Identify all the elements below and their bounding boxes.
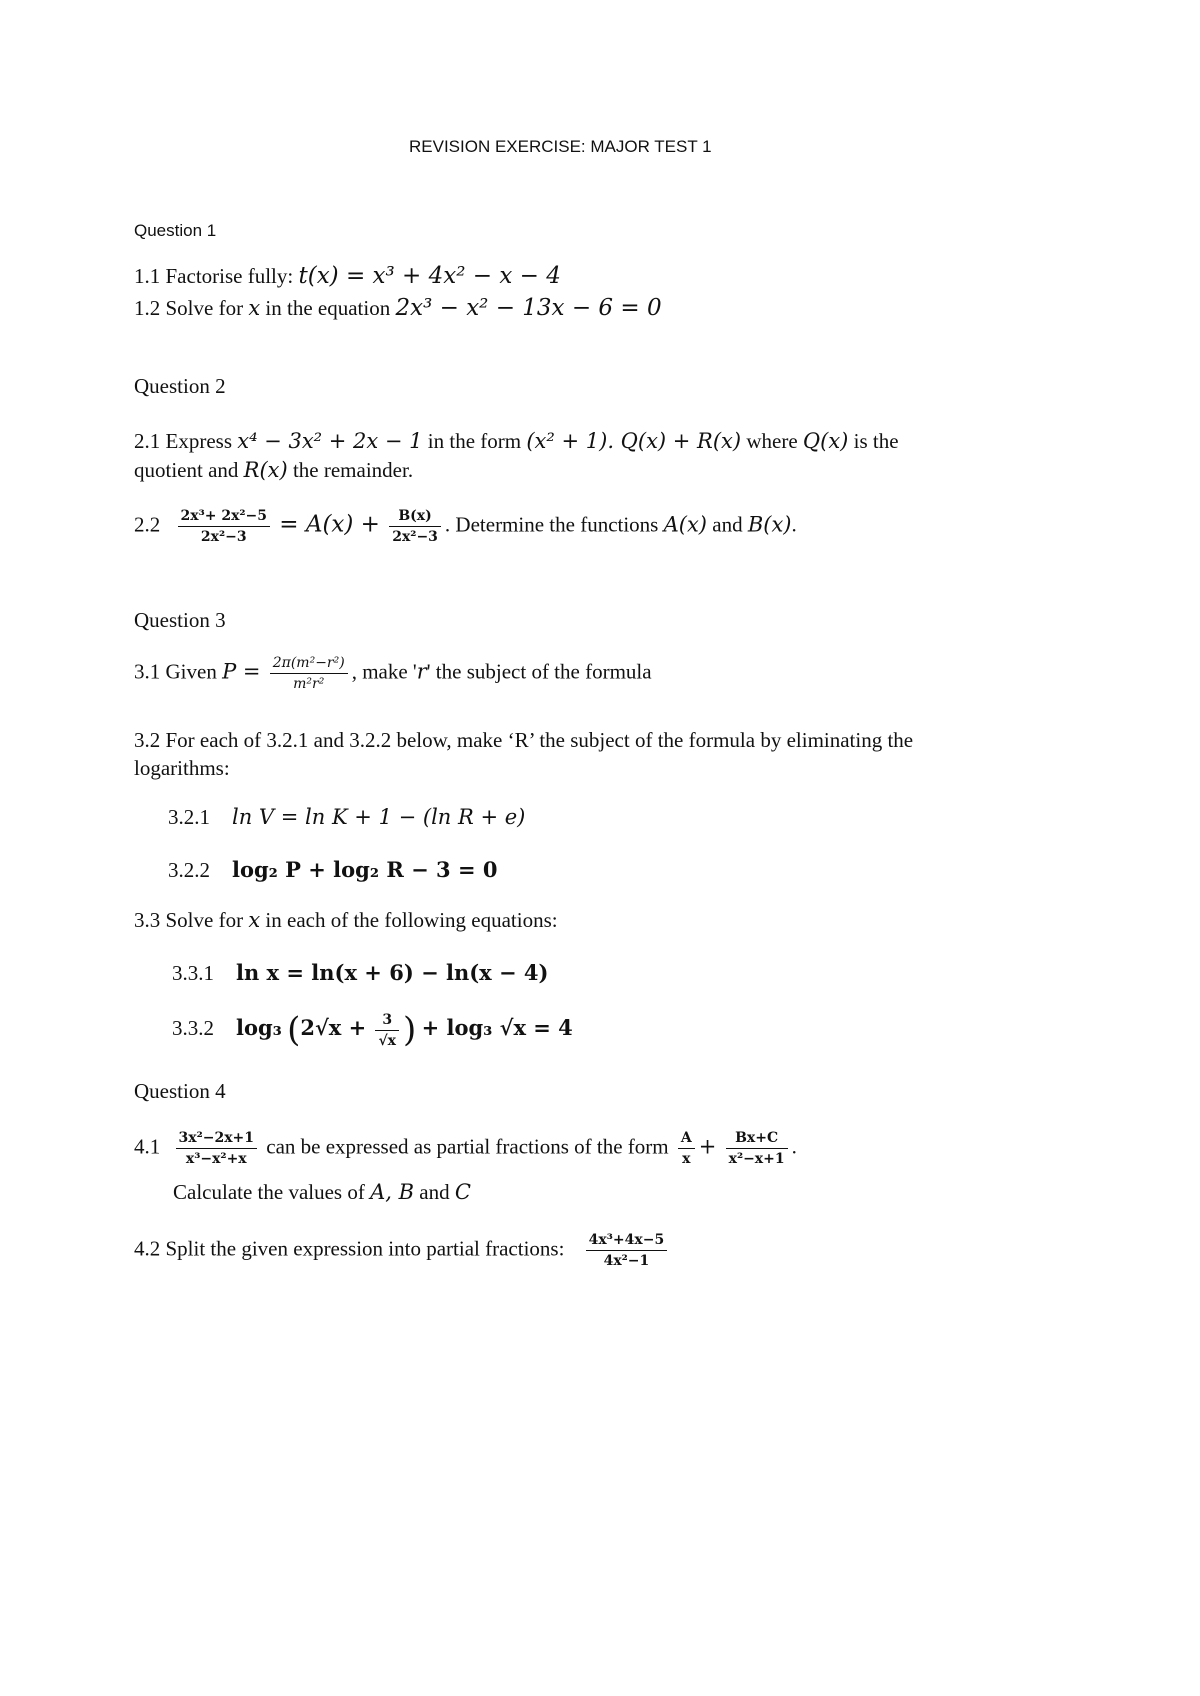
item-3-1-lhs: P = — [222, 659, 261, 684]
question-2-heading: Question 2 — [134, 374, 226, 398]
fraction-denominator: x³−x²+x — [185, 1151, 247, 1167]
item-2-2-middle: = A(x) + — [279, 511, 380, 538]
item-1-1-math: t(x) = x³ + 4x² − x − 4 — [298, 263, 561, 289]
item-4-1-cont-text-b: and — [414, 1180, 455, 1204]
item-4-1-plus: + — [698, 1134, 717, 1159]
item-1-1-text: 1.1 Factorise fully: — [134, 264, 299, 288]
item-3-1-text-c: ' the subject of the formula — [426, 659, 652, 684]
fraction-numerator: 2π(m²−r²) — [270, 655, 348, 674]
item-1-1 — [134, 263, 561, 289]
item-1-2-math: 2x³ − x² − 13x − 6 = 0 — [395, 295, 662, 321]
item-3-3-2 — [172, 1010, 573, 1050]
item-3-2-1-math: ln V = ln K + 1 − (ln R + e) — [232, 805, 526, 829]
item-4-1-cont-math-1: A, B — [370, 1180, 415, 1204]
item-3-3-text-b: in each of the following equations: — [260, 908, 558, 932]
item-4-1-cont-text-a: Calculate the values of — [173, 1180, 371, 1204]
item-2-1-math-3: Q(x) — [802, 429, 849, 453]
item-3-2-2-label: 3.2.2 — [168, 858, 210, 882]
item-2-2-fraction-1 — [178, 508, 271, 545]
item-3-2-2-math: log₂ P + log₂ R − 3 = 0 — [232, 857, 498, 882]
item-4-1-fraction-1 — [176, 1130, 258, 1167]
item-3-1-var: r — [416, 659, 427, 684]
item-2-1-text-a: 2.1 Express — [134, 429, 238, 453]
fraction-denominator: 2x²−3 — [200, 529, 247, 545]
item-4-2-fraction — [586, 1232, 668, 1269]
item-3-3-var: x — [248, 908, 261, 932]
fraction-denominator: 2x²−3 — [392, 529, 438, 545]
fraction-denominator: x — [682, 1151, 691, 1167]
item-2-1-cont-text-a: quotient and — [134, 458, 244, 482]
item-4-2 — [134, 1232, 671, 1269]
item-3-3-text-a: 3.3 Solve for — [134, 908, 249, 932]
left-paren: ( — [287, 1010, 301, 1050]
item-2-2-label: 2.2 — [134, 512, 161, 537]
item-3-3-2-log: log₃ — [236, 1014, 282, 1040]
item-4-1-text: can be expressed as partial fractions of the form — [261, 1134, 674, 1159]
fraction-denominator: √x — [378, 1032, 397, 1049]
item-2-1-math-2: (x² + 1). Q(x) + R(x) — [526, 429, 742, 453]
item-4-1 — [134, 1130, 797, 1167]
question-4-heading: Question 4 — [134, 1079, 226, 1103]
fraction-numerator: B(x) — [389, 508, 441, 527]
question-1-heading: Question 1 — [134, 221, 217, 240]
item-2-2 — [134, 508, 797, 545]
fraction-numerator: 3 — [375, 1012, 399, 1031]
item-4-1-fraction-3 — [726, 1130, 788, 1167]
fraction-numerator: A — [678, 1130, 695, 1149]
item-2-2-math-2: B(x) — [747, 512, 792, 537]
item-3-3-2-inner: 2√x + — [300, 1014, 367, 1040]
item-2-1-text-b: in the form — [422, 429, 527, 453]
page-title: REVISION EXERCISE: MAJOR TEST 1 — [409, 137, 712, 156]
item-4-1-cont-math-2: C — [454, 1180, 471, 1204]
item-2-1-cont-text-b: the remainder. — [287, 458, 414, 482]
item-2-2-text-c: . — [791, 512, 797, 537]
item-3-2-line-1: 3.2 For each of 3.2.1 and 3.2.2 below, make ‘R’ the subject of the formula by eliminating the — [134, 728, 914, 752]
item-3-3 — [134, 908, 558, 933]
item-3-3-1-label: 3.3.1 — [172, 961, 214, 985]
item-3-3-2-label: 3.3.2 — [172, 1015, 214, 1040]
fraction-numerator: 2x³+ 2x²−5 — [178, 508, 271, 527]
item-1-2-var: x — [248, 296, 261, 320]
item-4-1-cont — [173, 1180, 471, 1205]
item-4-1-fraction-2 — [678, 1130, 695, 1167]
item-1-2 — [134, 295, 662, 321]
item-3-2-line-2: logarithms: — [134, 756, 230, 780]
item-1-2-text-b: in the equation — [260, 296, 396, 320]
item-4-1-end: . — [791, 1134, 797, 1159]
item-3-1 — [134, 655, 652, 692]
item-3-1-fraction — [270, 655, 348, 692]
item-2-1-math-1: x⁴ − 3x² + 2x − 1 — [237, 429, 423, 453]
right-paren: ) — [403, 1010, 417, 1050]
question-3-heading: Question 3 — [134, 608, 226, 632]
item-3-3-2-rest: + log₃ √x = 4 — [421, 1014, 573, 1040]
item-2-1-text-d: is the — [848, 429, 899, 453]
item-4-1-label: 4.1 — [134, 1134, 161, 1159]
fraction-denominator: m²r² — [293, 676, 325, 692]
item-3-1-text-b: , make ' — [351, 659, 417, 684]
item-3-2-1 — [168, 805, 525, 830]
fraction-numerator: Bx+C — [726, 1130, 788, 1149]
item-2-2-text-b: and — [707, 512, 748, 537]
fraction-numerator: 4x³+4x−5 — [586, 1232, 668, 1251]
item-4-2-text: 4.2 Split the given expression into partial fractions: — [134, 1236, 565, 1261]
item-3-3-2-fraction — [375, 1012, 399, 1049]
item-1-2-text-a: 1.2 Solve for — [134, 296, 249, 320]
fraction-denominator: x²−x+1 — [728, 1151, 785, 1167]
item-2-1-cont — [134, 458, 413, 483]
item-2-2-fraction-2 — [389, 508, 441, 545]
fraction-denominator: 4x²−1 — [603, 1253, 650, 1269]
item-3-2-2 — [168, 857, 497, 883]
item-2-2-text-a: . Determine the functions — [444, 512, 664, 537]
item-3-3-1-math: ln x = ln(x + 6) − ln(x − 4) — [236, 960, 549, 985]
item-3-1-text-a: 3.1 Given — [134, 659, 223, 684]
item-2-1-cont-math: R(x) — [243, 458, 288, 482]
item-2-2-math-1: A(x) — [663, 512, 708, 537]
item-2-1 — [134, 429, 899, 454]
item-2-1-text-c: where — [741, 429, 803, 453]
item-3-3-1 — [172, 960, 548, 986]
item-3-2-1-label: 3.2.1 — [168, 805, 210, 829]
fraction-numerator: 3x²−2x+1 — [176, 1130, 258, 1149]
